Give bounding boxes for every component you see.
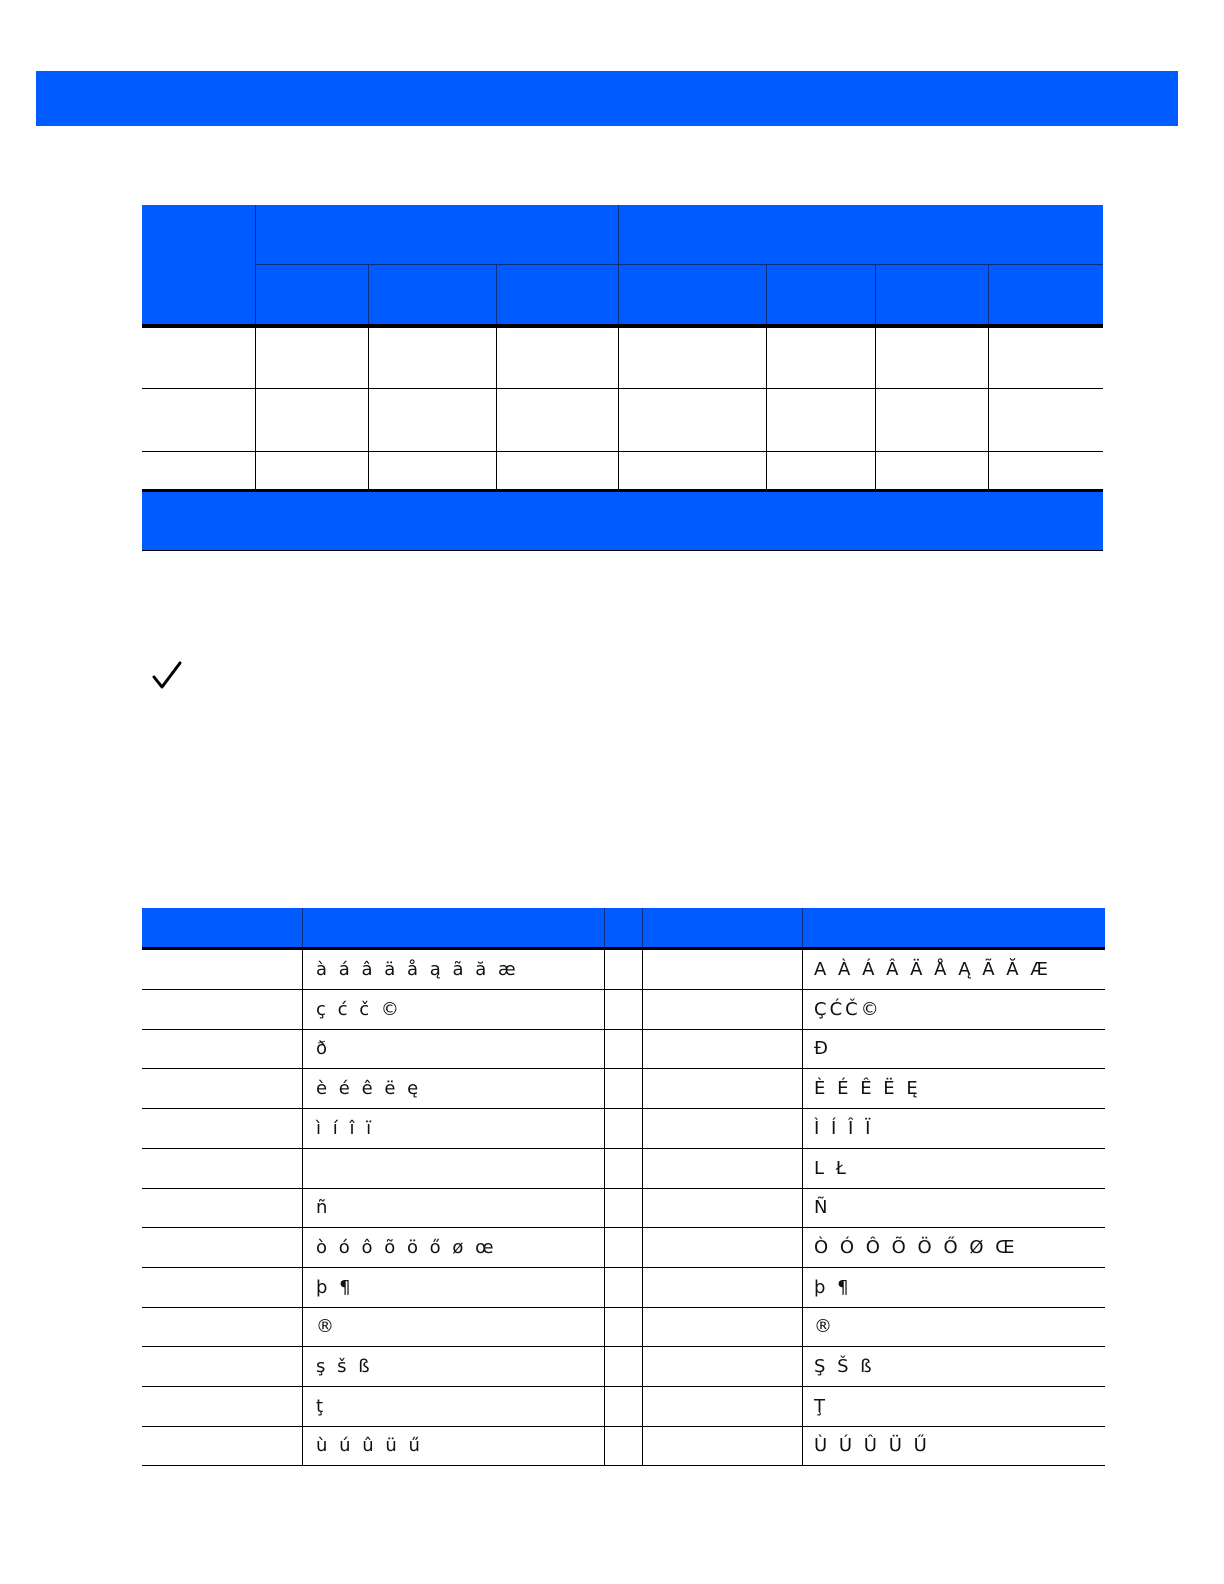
uppercase-chars: L Ł (814, 1157, 849, 1179)
table-row (142, 1109, 1105, 1149)
table-2-header-sep (302, 908, 303, 947)
lowercase-chars: à á â ä å ą ã ă æ (316, 959, 519, 980)
table-1-row-divider (142, 451, 1103, 452)
checkmark-icon (150, 655, 186, 695)
uppercase-chars: È É Ê Ë Ę (814, 1078, 921, 1100)
table-2-header-sep (604, 908, 605, 947)
uppercase-chars: Ţ (814, 1395, 828, 1417)
uppercase-chars: ® (814, 1316, 835, 1338)
table-2-col-sep (642, 950, 643, 1466)
table-2-header-col-2 (302, 908, 604, 947)
table-1-col-sep (875, 328, 876, 489)
table-1-col-sep (368, 328, 369, 489)
table-1-header-sep (496, 264, 497, 324)
table-2-col-sep (302, 950, 303, 1466)
table-2-col-sep (604, 950, 605, 1466)
table-row (142, 1307, 1105, 1347)
table-2-header-col-5 (802, 908, 1105, 947)
uppercase-chars: ÇĆČ© (814, 998, 882, 1020)
table-1-col-sep (496, 328, 497, 489)
table-1-footer (142, 492, 1103, 551)
table-2-header-sep (642, 908, 643, 947)
table-1-row-divider (142, 388, 1103, 389)
table-row (142, 950, 1105, 990)
lowercase-chars: ñ (316, 1197, 331, 1219)
table-1-subheader-divider (255, 264, 1103, 265)
table-1-col-sep (255, 328, 256, 489)
table-row (142, 990, 1105, 1030)
table-1-header-sep (766, 264, 767, 324)
lowercase-chars: ş š ß (316, 1356, 373, 1377)
table-row (142, 1149, 1105, 1189)
lowercase-chars: ì í î ï (316, 1117, 375, 1139)
uppercase-chars: Ñ (814, 1197, 831, 1219)
table-row (142, 1387, 1105, 1427)
table-1-header-rule (142, 324, 1103, 328)
uppercase-chars: Đ (814, 1038, 831, 1060)
uppercase-chars: þ ¶ (814, 1276, 852, 1298)
uppercase-chars: Ù Ú Û Ü Ű (814, 1435, 930, 1457)
lowercase-chars: ð (316, 1038, 331, 1060)
table-1-header-sep (988, 264, 989, 324)
table-row (142, 1347, 1105, 1387)
table-2-col-sep (802, 950, 803, 1466)
table-row (142, 1268, 1105, 1308)
table-1-col-sep (766, 328, 767, 489)
table-row (142, 1069, 1105, 1109)
table-2 (142, 908, 1105, 1466)
table-1-header-sep (255, 205, 256, 324)
table-1-header-sep (368, 264, 369, 324)
lowercase-chars: ò ó ô õ ö ő ø œ (316, 1236, 497, 1258)
table-row (142, 1029, 1105, 1069)
table-2-header-sep (802, 908, 803, 947)
lowercase-chars: ç ć č © (316, 998, 402, 1020)
uppercase-chars: A À Á Â Ä Å Ą Ã Ă Æ (814, 959, 1051, 980)
uppercase-chars: Ò Ó Ô Õ Ö Ő Ø Œ (814, 1236, 1018, 1258)
table-row (142, 1426, 1105, 1466)
table-1 (142, 205, 1103, 551)
uppercase-chars: Ì Í Î Ï (814, 1117, 874, 1139)
uppercase-chars: Ş Š ß (814, 1356, 875, 1377)
header-bar (36, 71, 1178, 126)
table-row (142, 1188, 1105, 1228)
table-1-header-sep (618, 205, 619, 324)
table-2-header-col-1 (142, 908, 302, 947)
lowercase-chars: è é ê ë ę (316, 1078, 422, 1100)
table-1-col-sep (988, 328, 989, 489)
table-2-header-col-4 (642, 908, 802, 947)
table-1-col-sep (618, 328, 619, 489)
lowercase-chars: þ ¶ (316, 1276, 354, 1298)
lowercase-chars: ® (316, 1316, 337, 1338)
table-1-header-sep (875, 264, 876, 324)
table-2-header-col-3 (604, 908, 642, 947)
lowercase-chars: ù ú û ü ű (316, 1435, 423, 1457)
table-row (142, 1228, 1105, 1268)
lowercase-chars: ţ (316, 1395, 327, 1417)
